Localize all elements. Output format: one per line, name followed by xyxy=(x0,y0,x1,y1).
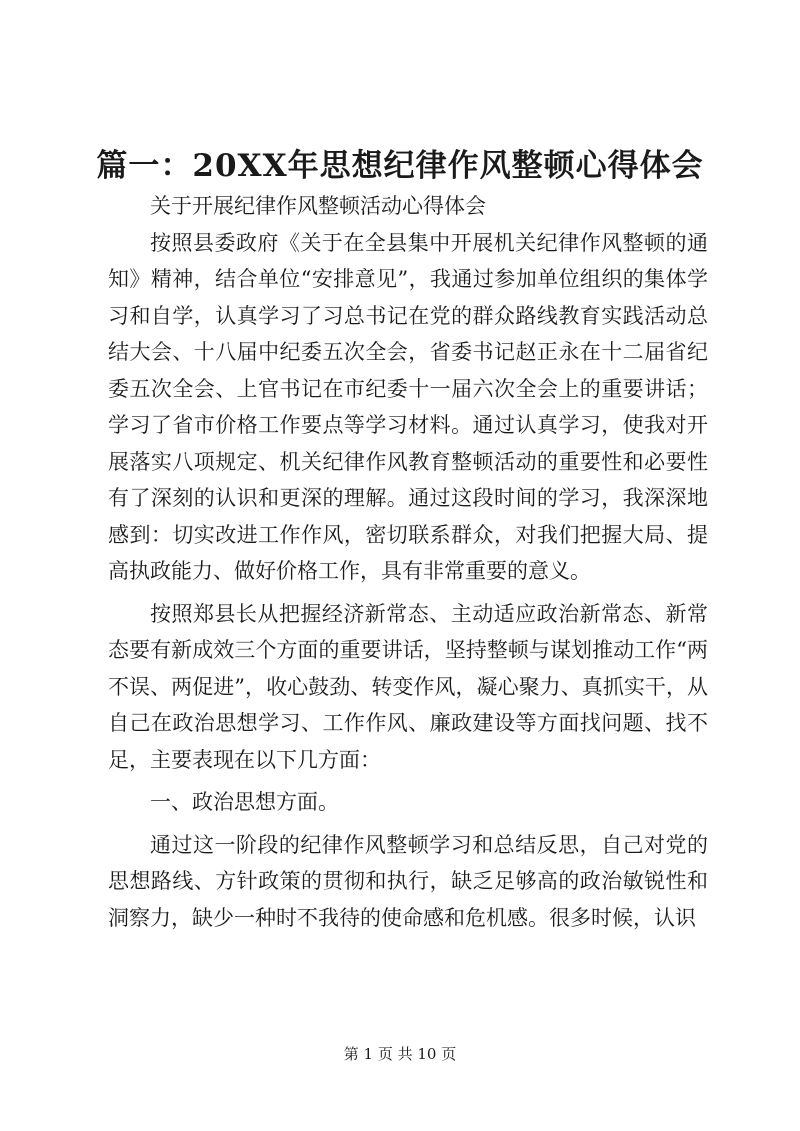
body-paragraph: 通过这一阶段的纪律作风整顿学习和总结反思，自己对党的思想路线、方针政策的贯彻和执行，缺乏足够高的政治敏锐性和洞察力，缺少一种时不我待的使命感和危机感。很多时候，认识 xyxy=(108,832,708,930)
document-title: 篇一：20XX年思想纪律作风整顿心得体会 xyxy=(96,148,704,184)
body-paragraph: 按照郑县长从把握经济新常态、主动适应政治新常态、新常态要有新成效三个方面的重要讲话，坚持整顿与谋划推动工作“两不误、两促进”，收心鼓劲、转变作风，凝心聚力、真抓实干，从自己在政治思想学习、工作作风、廉政建设等方面找问题、找不足，主要表现在以下几方面： xyxy=(108,601,708,772)
subtitle-paragraph: 关于开展纪律作风整顿活动心得体会 xyxy=(150,194,486,218)
body-paragraph: 按照县委政府《关于在全县集中开展机关纪律作风整顿的通知》精神，结合单位“安排意见”，我通过参加单位组织的集体学习和自学，认真学习了习总书记在党的群众路线教育实践活动总结大会、十八届中纪委五次全会，省委书记赵正永在十二届省纪委五次全会、上官书记在市纪委十一届六次全会上的重要讲话；学习了省市价格工作要点等学习材料。通过认真学习，使我对开展落实八项规定、机关纪律作风教育整顿活动的重要性和必要性有了深刻的认识和更深的理解。通过这段时间的学习，我深深地感到：切实改进工作作风，密切联系群众，对我们把握大局、提高执政能力、做好价格工作，具有非常重要的意义。 xyxy=(108,230,708,583)
document-body xyxy=(108,188,708,936)
section-heading: 一、政治思想方面。 xyxy=(150,790,339,814)
page-footer: 第 1 页 共 10 页 xyxy=(343,1045,457,1063)
